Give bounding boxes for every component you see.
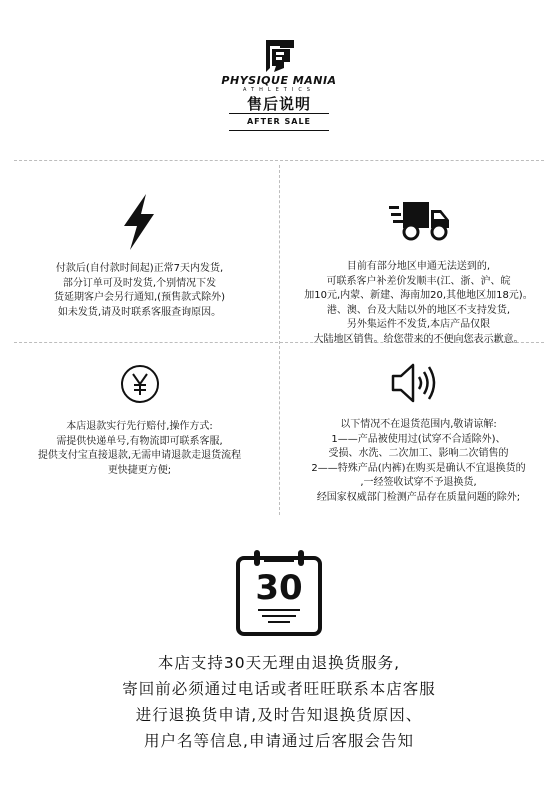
physique-mania-logo [262, 38, 298, 74]
speaker-icon [391, 362, 437, 404]
page-subtitle: AFTER SALE [229, 113, 329, 131]
page-header [0, 0, 558, 160]
yen-icon [120, 364, 160, 404]
calendar-number: 30 [255, 568, 303, 608]
page-title: 售后说明 [246, 95, 311, 113]
calendar-30-icon [234, 548, 324, 638]
divider-top [14, 160, 544, 161]
delivery-text: 目前有部分地区申通无法送到的, 可联系客户补差价发顺丰(江、浙、沪、皖 加10元,内蒙、新建、海南加20,其他地区加18元)。 港、澳、台及大陆以外的地区不支持发货, 另外集运件不发货,本店产品仅限 大陆地区销售。给您带来的不便向您表示歉意。 [304, 261, 533, 345]
brand-name: PHYSIQUE MANIA [221, 74, 337, 87]
delivery-truck-icon [389, 200, 451, 242]
brand-subtitle: ATHLETICS [243, 87, 315, 93]
lightning-icon [120, 194, 158, 250]
return-policy-text: 本店支持30天无理由退换货服务, 寄回前必须通过电话或者旺旺联系本店客服 进行退换货申请,及时告知退换货原因、 用户名等信息,申请通过后客服会告知 [122, 654, 436, 750]
refund-text: 本店退款实行先行赔付,操作方式: 需提供快递单号,有物流即可联系客服, 提供支付宝直接退款,无需申请退款走退货流程 更快捷更方便; [37, 421, 242, 476]
shipping-text: 付款后(自付款时间起)正常7天内发货, 部分订单可及时发货,个别情况下发 货延期客户会另行通知,(预售款式除外) 如未发货,请及时联系客服查询原因。 [54, 263, 225, 318]
exclusions-text: 以下情况不在退货范围内,敬请谅解: 1——产品被使用过(试穿不合适除外)、 受损、水洗、二次加工、影响二次销售的 2——特殊产品(内裤)在购买是确认不宜退换货的 ,一经签收试穿不予退换货, 经国家权威部门检测产品存在质量问题的除外; [311, 419, 526, 503]
